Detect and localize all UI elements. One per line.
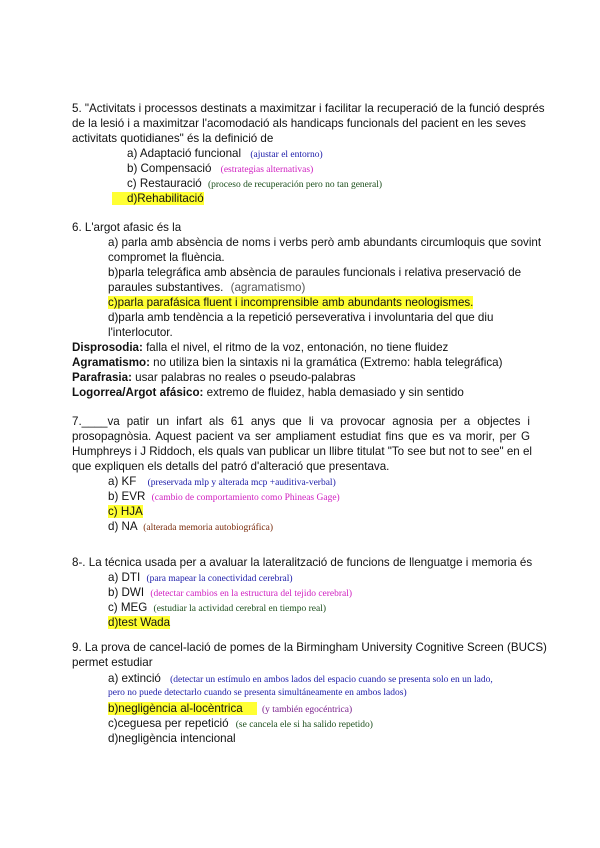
q5-stem-line1: 5. "Activitats i processos destinats a maximitzar i facilitar la recuperació de la funció després: [72, 102, 545, 115]
q5-option-b-note: (estrategias alternativas): [220, 165, 314, 175]
q7-stem-line2: prosopagnòsia. Aquest pacient va ser ampliament estudiat fins que es va morir, per G: [72, 430, 530, 443]
definition-text: usar palabras no reales o pseudo-palabras: [131, 371, 356, 384]
q9-option-a-note: (detectar un estímulo en ambos lados del espacio cuando se presenta solo en un lado,: [170, 675, 493, 685]
q9-option-c-note: (se cancela ele si ha salido repetido): [235, 720, 373, 730]
q7-option-d-note: (alterada memoria autobiográfica): [143, 523, 273, 533]
definition-text: falla el nivel, el ritmo de la voz, entonación, no tiene fluidez: [142, 341, 449, 354]
q6-option-b-text: paraules substantives.: [108, 281, 224, 294]
q5-option-a-note: (ajustar el entorno): [250, 150, 323, 160]
q6-definition-parafrasia: [72, 370, 356, 385]
definition-term: Disprosodia:: [72, 341, 143, 354]
definition-text: no utiliza bien la sintaxis ni la gramática (Extremo: habla telegráfica): [149, 356, 503, 369]
q5-stem-line3: activitats quotidianes" és la definició de: [72, 132, 274, 145]
q6-definition-agramatismo: [72, 355, 502, 370]
q8-option-a-note: (para mapear la conectividad cerebral): [146, 574, 293, 584]
q9-option-b-text: b)negligència al-locèntrica: [108, 702, 257, 715]
definition-term: Agramatismo:: [72, 356, 150, 369]
q5-stem-line2: de la lesió i a maximitzar l'acomodació als handicaps funcionals del pacient en les seves: [72, 117, 526, 130]
q6-option-b-note: (agramatismo): [230, 281, 306, 294]
definition-text: extremo de fluidez, habla demasiado y sin sentido: [203, 386, 464, 399]
q8-option-d-text: d)test Wada: [108, 616, 171, 629]
q9-stem-line1: 9. La prova de cancel-lació de pomes de la Birmingham University Cognitive Screen (BUCS): [72, 641, 547, 654]
definition-term: Logorrea/Argot afásico:: [72, 386, 204, 399]
q7-option-c-text: c) HJA: [108, 505, 143, 518]
q7-option-a-note: (preservada mlp y alterada mcp +auditiva-verbal): [147, 478, 336, 488]
q5-option-b-text: b) Compensació: [127, 162, 212, 175]
q6-option-a-line1: a) parla amb absència de noms i verbs però amb abundants circumloquis que sovint: [108, 236, 542, 249]
q9-option-a-text: a) extinció: [108, 672, 161, 685]
q6-option-b-line1: b)parla telegráfica amb absència de paraules funcionals i relativa preservació de: [108, 266, 522, 279]
q6-definition-disprosodia: [72, 340, 448, 355]
q6-option-d-line1: d)parla amb tendència a la repetició perseverativa i involuntaria del que diu: [108, 311, 494, 324]
q7-option-d-text: d) NA: [108, 520, 137, 533]
q6-option-c-answer: [108, 295, 473, 310]
q9-stem-line2: permet estudiar: [72, 656, 153, 669]
q7-option-a-text: a) KF: [108, 475, 137, 488]
q8-option-c-note: (estudiar la actividad cerebral en tiempo real): [153, 604, 327, 614]
q6-definition-logorrea: [72, 385, 464, 400]
q9-option-b-note: (y también egocéntrica): [261, 705, 353, 715]
q8-option-b-text: b) DWI: [108, 586, 145, 599]
q7-stem-line1: 7.____va patir un infart als 61 anys que li va provocar agnosia per a objectes i: [72, 415, 530, 428]
q9-option-a-note-line2: pero no puede detectarlo cuando se presenta simultáneamente en ambos lados): [108, 688, 407, 698]
q7-stem-line3: Humphreys i J Riddoch, els quals van publicar un llibre titulat "To see but not to see" en el: [72, 445, 532, 458]
q7-option-b-note: (cambio de comportamiento como Phineas Gage): [151, 493, 340, 503]
q7-option-c-answer: [108, 504, 143, 519]
q6-option-b-line2: [108, 280, 305, 295]
q6-stem: 6. L'argot afasic és la: [72, 221, 182, 234]
q8-stem: 8-. La técnica usada per a avaluar la lateralització de funcions de llenguatge i memoria és: [72, 556, 533, 569]
q5-option-c-text: c) Restauració: [127, 177, 202, 190]
q8-option-a-text: a) DTI: [108, 571, 141, 584]
q5-option-d-answer: [112, 191, 204, 206]
q6-option-c-text: c)parla parafásica fluent i incomprensible amb abundants neologismes.: [108, 296, 474, 309]
q6-option-d-line2: l'interlocutor.: [108, 326, 173, 339]
q9-option-c-text: c)ceguesa per repetició: [108, 717, 229, 730]
q8-option-b-note: (detectar cambios en la estructura del tejido cerebral): [150, 589, 353, 599]
q7-option-b-text: b) EVR: [108, 490, 146, 503]
definition-term: Parafrasia:: [72, 371, 132, 384]
q8-option-c-text: c) MEG: [108, 601, 148, 614]
q5-option-a-text: a) Adaptació funcional: [127, 147, 242, 160]
q5-option-d-text: d)Rehabilitació: [112, 192, 204, 205]
q5-option-c-note: (proceso de recuperación pero no tan general): [207, 180, 383, 190]
q7-stem-line4: que expliquen els detalls del patró d'alteració que presentava.: [72, 460, 390, 473]
q8-option-d-answer: [108, 615, 170, 630]
q7-option-d: [108, 519, 273, 536]
q6-option-a-line2: compromet la fluència.: [108, 251, 225, 264]
q9-option-d: d)negligència intencional: [108, 732, 236, 745]
